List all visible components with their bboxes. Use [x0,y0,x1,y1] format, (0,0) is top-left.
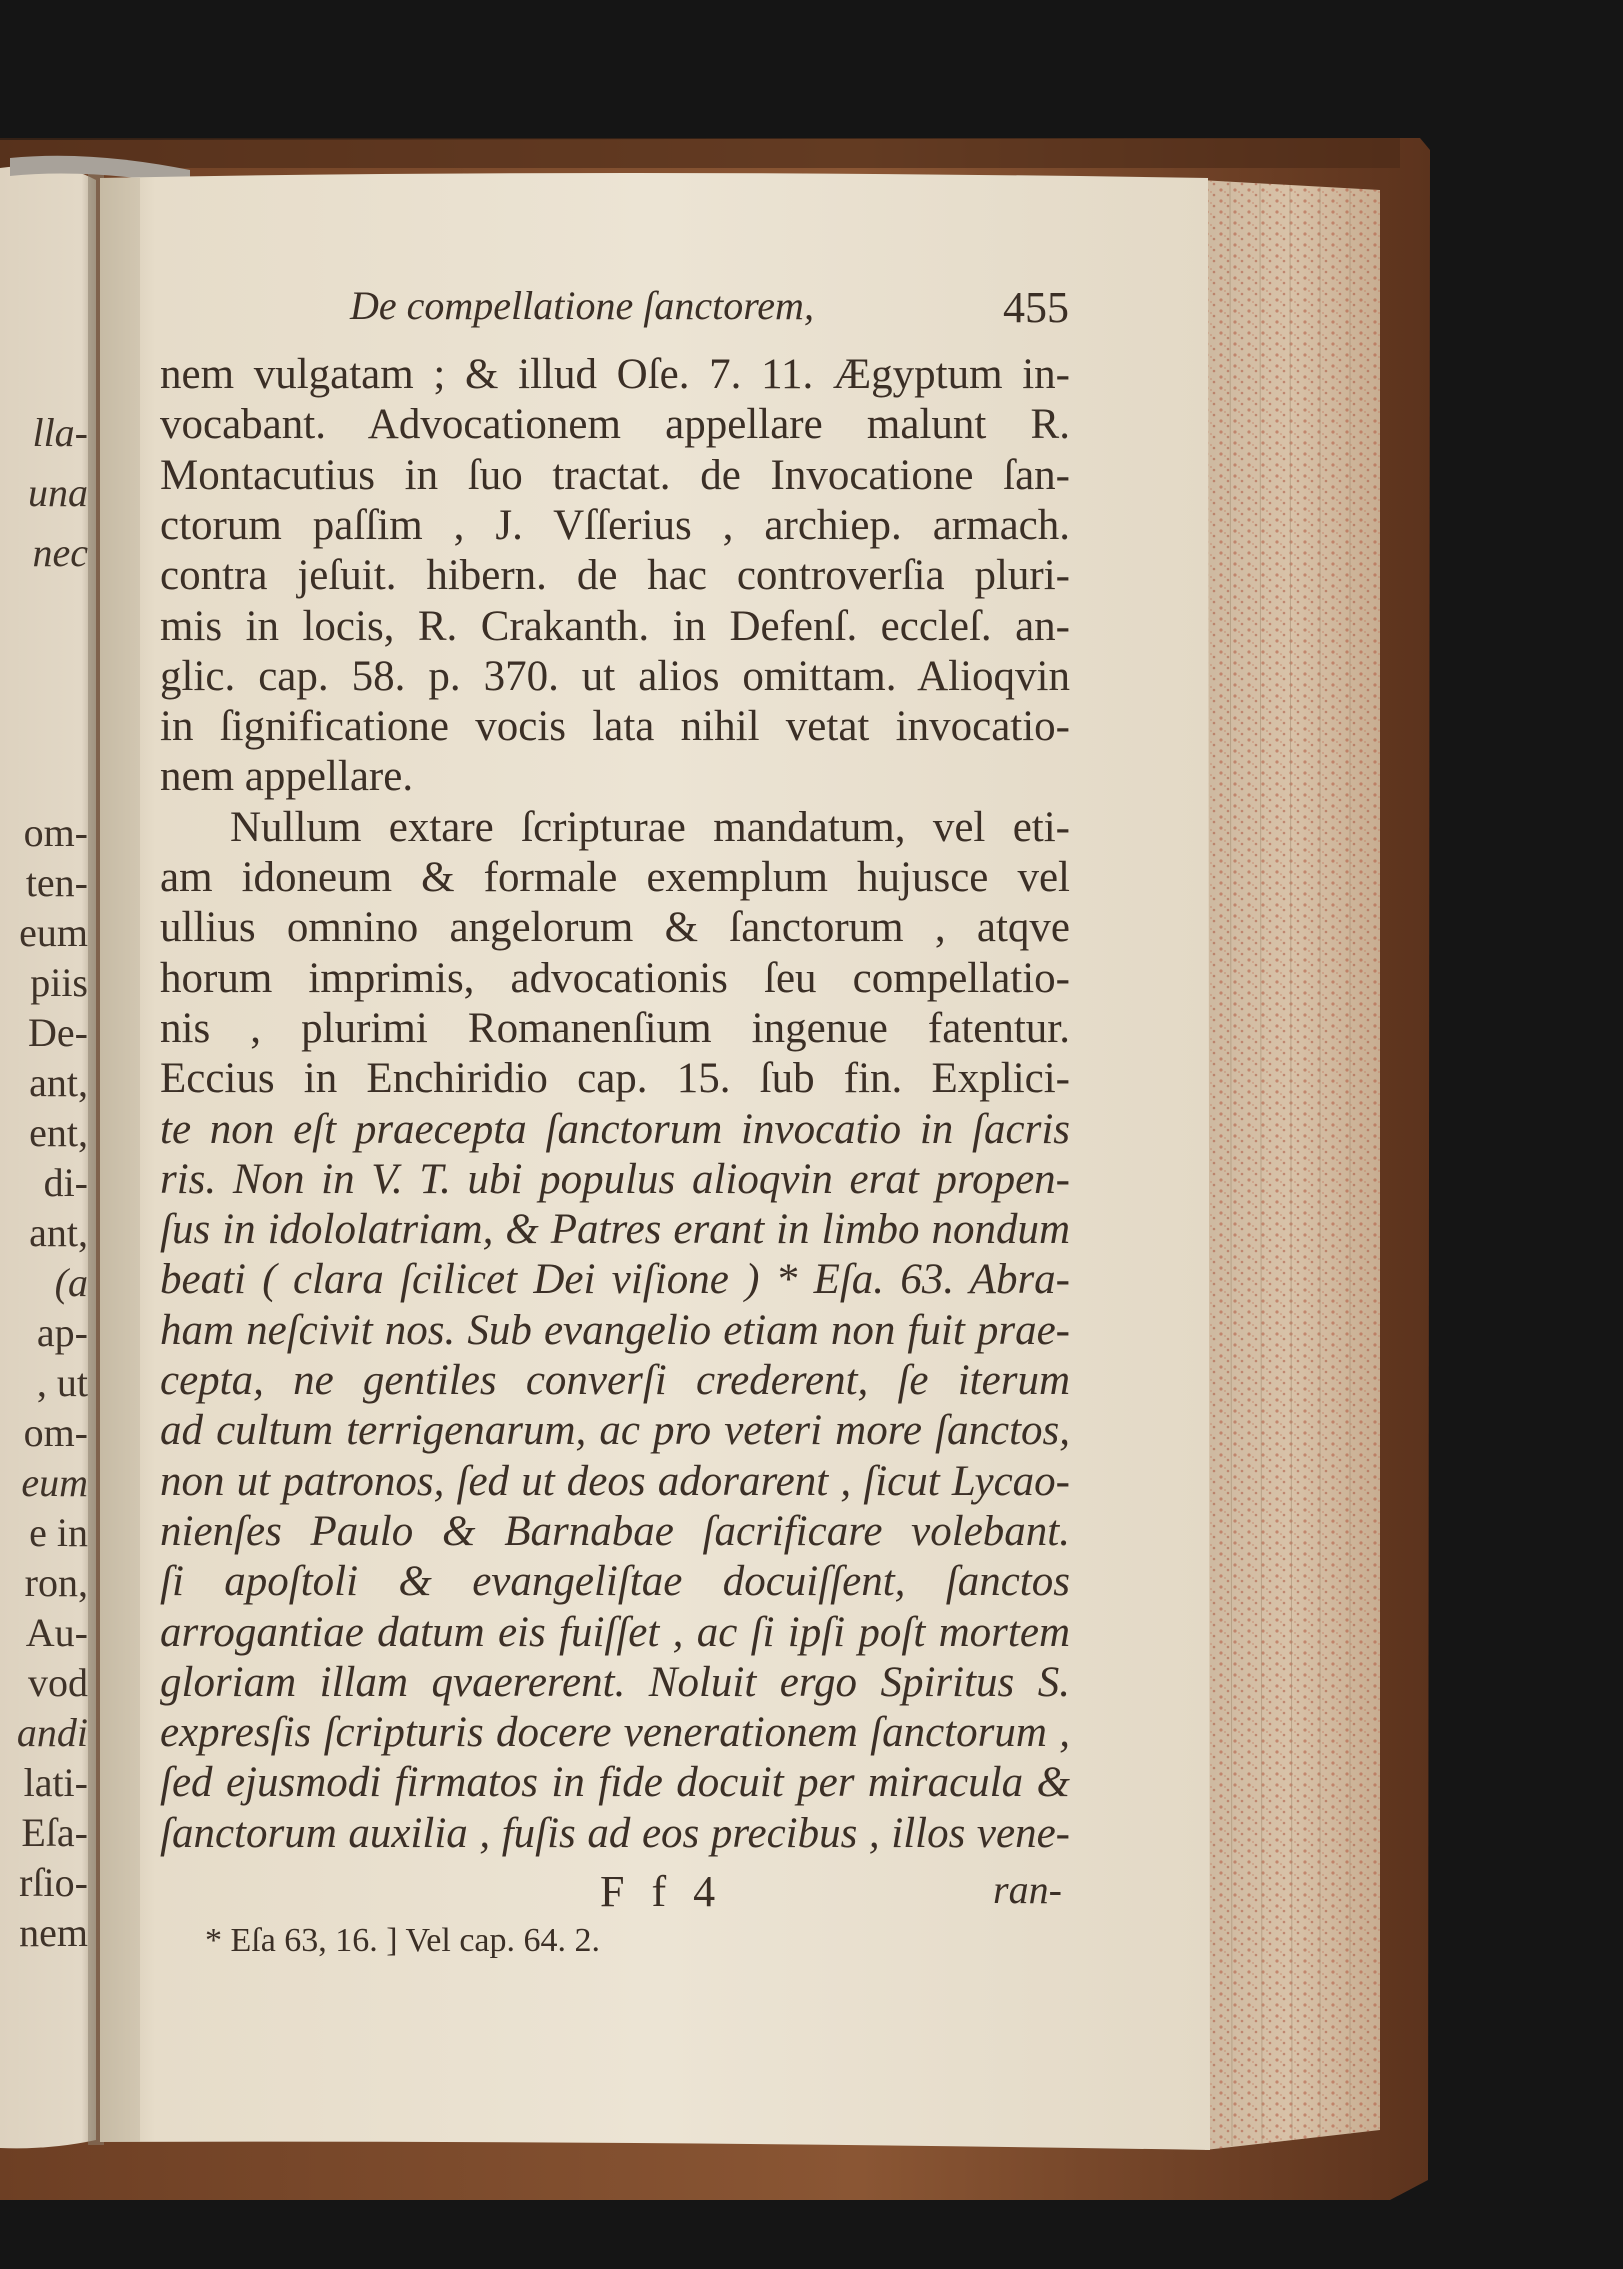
left-page-line-fragment: De- [28,1010,88,1055]
text-line: non ut patronos, ſed ut deos adorarent , ſicut Lycao- [160,1457,1070,1505]
text-line: am idoneum & formale exemplum hujusce vel [160,854,1070,901]
left-page-line-fragment: di- [43,1160,88,1205]
text-line: ſed ejusmodi firmatos in fide docuit per miracula & [160,1759,1070,1807]
text-line: gloriam illam qvaererent. Noluit ergo Spiritus S. [160,1658,1070,1706]
text-line: ullius omnino angelorum & ſanctorum , atqve [160,904,1070,952]
text-line: contra jeſuit. hibern. de hac controverſia pluri- [160,552,1070,600]
left-page-line-fragment: nem [19,1910,88,1955]
left-page-line-fragment: ron, [24,1560,88,1605]
text-line: glic. cap. 58. p. 370. ut alios omittam. Alioqvin [160,652,1070,700]
text-line: beati ( clara ſcilicet Dei viſione ) * Eſa. 63. Abra- [160,1256,1070,1304]
left-page-line-fragment: vod [28,1660,88,1705]
left-page-line-fragment: piis [30,960,88,1005]
left-page-line-fragment: om- [23,810,88,855]
left-page-line-fragment: eum [19,910,88,955]
text-line: vocabant. Advocationem appellare malunt R. [160,401,1070,449]
text-line: nis , plurimi Romanenſium ingenue fatentur. [160,1004,1070,1052]
text-line: cepta, ne gentiles converſi crederent, ſe iterum [160,1357,1070,1404]
page-number: 455 [1003,283,1069,332]
left-page-line-fragment: una [28,470,88,515]
footnote: * Eſa 63, 16. ] Vel cap. 64. 2. [205,1922,601,1959]
text-line: arrogantiae datum eis fuiſſet , ac ſi ipſi poſt mortem [160,1608,1070,1656]
left-page-line-fragment: nec [32,530,88,575]
left-page-line-fragment: om- [23,1410,88,1455]
text-line: horum imprimis, advocationis ſeu compellatio- [160,954,1070,1002]
text-line: nienſes Paulo & Barnabae ſacrificare volebant. [160,1507,1070,1555]
text-line: ſus in idololatriam, & Patres erant in limbo nondum [160,1206,1070,1254]
text-line: te non eſt praecepta ſanctorum invocatio in ſacris [160,1105,1070,1153]
left-page-line-fragment: , ut [36,1360,88,1405]
left-page-line-fragment: ant, [29,1060,88,1105]
text-line: ris. Non in V. T. ubi populus alioqvin erat propen- [160,1155,1070,1203]
text-line: mis in locis, R. Crakanth. in Defenſ. eccleſ. an- [160,602,1070,650]
left-page-line-fragment: ent, [29,1110,88,1155]
left-page-line-fragment: Au- [25,1610,88,1655]
text-line: in ſignificatione vocis lata nihil vetat invocatio- [160,703,1070,751]
left-page-line-fragment: ant, [29,1210,88,1255]
left-page-line-fragment: ten- [25,860,88,905]
text-line: Montacutius in ſuo tractat. de Invocatione ſan- [160,451,1070,499]
text-line: ctorum paſſim , J. Vſſerius , archiep. armach. [160,501,1070,549]
text-line: Eccius in Enchiridio cap. 15. ſub fin. Explici- [160,1055,1070,1103]
left-page-line-fragment: rſio- [19,1860,88,1905]
left-page-line-fragment: lla- [32,410,88,455]
text-line: expresſis ſcripturis docere venerationem ſanctorum , [160,1709,1070,1757]
left-page-line-fragment: (a [54,1260,88,1305]
text-line: ſi apoſtoli & evangeliſtae docuiſſent, ſanctos [160,1558,1070,1606]
running-head: De compellatione ſanctorem, [350,283,814,328]
text-line: Nullum extare ſcripturae mandatum, vel eti- [230,803,1070,851]
signature-mark: F f 4 [600,1867,724,1916]
text-line: ad cultum terrigenarum, ac pro veteri more ſanctos, [160,1407,1070,1455]
left-page-line-fragment: andi [16,1710,88,1755]
left-page-line-fragment: lati- [23,1760,88,1805]
left-page-line-fragment: ap- [36,1310,88,1355]
catchword: ran- [993,1867,1062,1912]
left-page-line-fragment: Eſa- [21,1810,88,1855]
left-page-line-fragment: eum [21,1460,88,1505]
text-line: ham neſcivit nos. Sub evangelio etiam non fuit prae- [160,1306,1070,1354]
text-line: nem appellare. [160,753,414,801]
left-page-line-fragment: e in [29,1510,88,1555]
text-line: nem vulgatam ; & illud Oſe. 7. 11. Ægyptum in- [160,351,1070,398]
text-line: ſanctorum auxilia , fuſis ad eos precibus , illos vene- [160,1809,1070,1857]
